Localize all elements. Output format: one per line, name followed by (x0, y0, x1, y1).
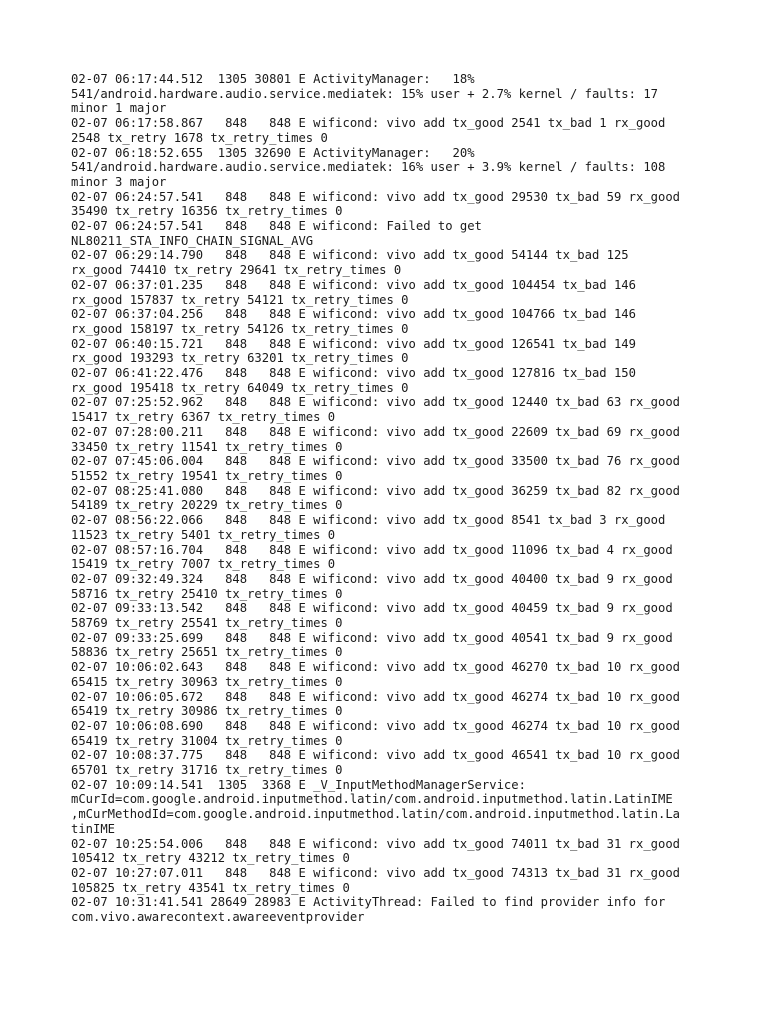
log-line: 02-07 10:31:41.541 28649 28983 E ActivityThread: Failed to find provider info for (71, 895, 666, 910)
log-line: 02-07 10:06:02.643 848 848 E wificond: vivo add tx_good 46270 tx_bad 10 rx_good (71, 660, 681, 675)
log-line: 02-07 10:08:37.775 848 848 E wificond: vivo add tx_good 46541 tx_bad 10 rx_good (71, 748, 681, 763)
log-line: 35490 tx_retry 16356 tx_retry_times 0 (71, 204, 343, 219)
log-line: 02-07 06:24:57.541 848 848 E wificond: Failed to get (71, 219, 482, 234)
log-line: 02-07 10:06:08.690 848 848 E wificond: vivo add tx_good 46274 tx_bad 10 rx_good (71, 718, 681, 733)
log-line: 02-07 10:06:05.672 848 848 E wificond: vivo add tx_good 46274 tx_bad 10 rx_good (71, 689, 681, 704)
log-line: NL80211_STA_INFO_CHAIN_SIGNAL_AVG (71, 233, 314, 248)
log-line: rx_good 158197 tx_retry 54126 tx_retry_times 0 (71, 321, 409, 336)
log-line: 54189 tx_retry 20229 tx_retry_times 0 (71, 498, 343, 513)
log-line: 2548 tx_retry 1678 tx_retry_times 0 (71, 130, 328, 145)
log-line: 02-07 06:37:04.256 848 848 E wificond: vivo add tx_good 104766 tx_bad 146 (71, 307, 636, 322)
log-line: 105825 tx_retry 43541 tx_retry_times 0 (71, 880, 350, 895)
log-line: 58716 tx_retry 25410 tx_retry_times 0 (71, 586, 343, 601)
log-line: 02-07 06:40:15.721 848 848 E wificond: vivo add tx_good 126541 tx_bad 149 (71, 336, 636, 351)
log-line: rx_good 193293 tx_retry 63201 tx_retry_times 0 (71, 351, 409, 366)
log-line: 02-07 06:24:57.541 848 848 E wificond: vivo add tx_good 29530 tx_bad 59 rx_good (71, 189, 681, 204)
log-line: rx_good 157837 tx_retry 54121 tx_retry_times 0 (71, 292, 409, 307)
log-document (71, 72, 711, 925)
log-line: 02-07 08:57:16.704 848 848 E wificond: vivo add tx_good 11096 tx_bad 4 rx_good (71, 542, 673, 557)
log-line: mCurId=com.google.android.inputmethod.latin/com.android.inputmethod.latin.LatinIME (71, 792, 673, 807)
log-line: 15419 tx_retry 7007 tx_retry_times 0 (71, 557, 336, 572)
log-line: 02-07 06:17:44.512 1305 30801 E ActivityManager: 18% (71, 72, 475, 86)
log-line: 02-07 06:41:22.476 848 848 E wificond: vivo add tx_good 127816 tx_bad 150 (71, 366, 636, 381)
log-line: ,mCurMethodId=com.google.android.inputmethod.latin/com.android.inputmethod.latin.La (71, 807, 681, 822)
log-line: com.vivo.awarecontext.awareeventprovider (71, 910, 365, 925)
log-line: 02-07 06:29:14.790 848 848 E wificond: vivo add tx_good 54144 tx_bad 125 (71, 248, 629, 263)
log-line: 105412 tx_retry 43212 tx_retry_times 0 (71, 851, 350, 866)
log-line: 15417 tx_retry 6367 tx_retry_times 0 (71, 410, 336, 425)
log-line: rx_good 74410 tx_retry 29641 tx_retry_times 0 (71, 263, 402, 278)
log-line: tinIME (71, 821, 116, 836)
log-line: 02-07 08:56:22.066 848 848 E wificond: vivo add tx_good 8541 tx_bad 3 rx_good (71, 513, 666, 528)
log-line: 02-07 07:28:00.211 848 848 E wificond: vivo add tx_good 22609 tx_bad 69 rx_good (71, 424, 681, 439)
log-line: 02-07 07:45:06.004 848 848 E wificond: vivo add tx_good 33500 tx_bad 76 rx_good (71, 454, 681, 469)
log-line: 02-07 06:17:58.867 848 848 E wificond: vivo add tx_good 2541 tx_bad 1 rx_good (71, 116, 666, 131)
log-line: 65419 tx_retry 31004 tx_retry_times 0 (71, 733, 343, 748)
log-line: 33450 tx_retry 11541 tx_retry_times 0 (71, 439, 343, 454)
log-line: 541/android.hardware.audio.service.mediatek: 16% user + 3.9% kernel / faults: 108 (71, 160, 666, 175)
log-line: 51552 tx_retry 19541 tx_retry_times 0 (71, 468, 343, 483)
log-line: 02-07 09:33:13.542 848 848 E wificond: vivo add tx_good 40459 tx_bad 9 rx_good (71, 601, 673, 616)
log-line: 65415 tx_retry 30963 tx_retry_times 0 (71, 674, 343, 689)
log-line: 02-07 08:25:41.080 848 848 E wificond: vivo add tx_good 36259 tx_bad 82 rx_good (71, 483, 681, 498)
log-line: 541/android.hardware.audio.service.mediatek: 15% user + 2.7% kernel / faults: 17 (71, 86, 658, 101)
log-line: 02-07 09:32:49.324 848 848 E wificond: vivo add tx_good 40400 tx_bad 9 rx_good (71, 571, 673, 586)
log-line: 65419 tx_retry 30986 tx_retry_times 0 (71, 704, 343, 719)
log-line: 02-07 06:37:01.235 848 848 E wificond: vivo add tx_good 104454 tx_bad 146 (71, 277, 636, 292)
log-line: 02-07 10:09:14.541 1305 3368 E _V_InputMethodManagerService: (71, 777, 526, 792)
log-line: 02-07 10:27:07.011 848 848 E wificond: vivo add tx_good 74313 tx_bad 31 rx_good (71, 865, 681, 880)
log-line: 58769 tx_retry 25541 tx_retry_times 0 (71, 616, 343, 631)
log-line: 02-07 10:25:54.006 848 848 E wificond: vivo add tx_good 74011 tx_bad 31 rx_good (71, 836, 681, 851)
log-line: 02-07 06:18:52.655 1305 32690 E ActivityManager: 20% (71, 145, 475, 160)
log-line: 11523 tx_retry 5401 tx_retry_times 0 (71, 527, 336, 542)
log-line: rx_good 195418 tx_retry 64049 tx_retry_times 0 (71, 380, 409, 395)
log-line: minor 1 major (71, 101, 167, 116)
log-line: minor 3 major (71, 174, 167, 189)
log-line: 02-07 07:25:52.962 848 848 E wificond: vivo add tx_good 12440 tx_bad 63 rx_good (71, 395, 681, 410)
log-line: 02-07 09:33:25.699 848 848 E wificond: vivo add tx_good 40541 tx_bad 9 rx_good (71, 630, 673, 645)
log-line: 58836 tx_retry 25651 tx_retry_times 0 (71, 645, 343, 660)
log-line: 65701 tx_retry 31716 tx_retry_times 0 (71, 763, 343, 778)
